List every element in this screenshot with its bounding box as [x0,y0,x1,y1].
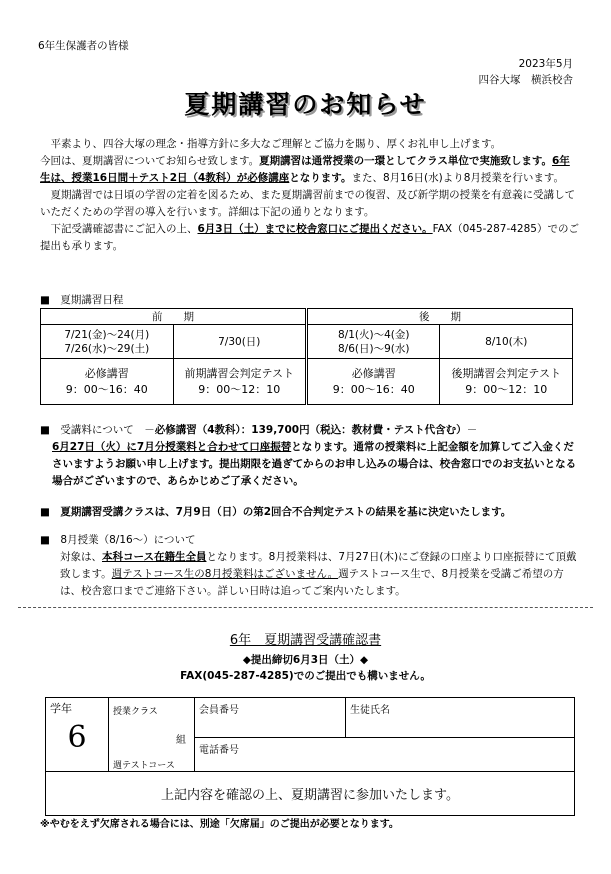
weekly-course-label: 週テストコース [113,761,175,771]
fee-label: ■ 受講料について － [40,424,155,436]
intro-p2 [40,153,580,187]
session-time: 9：00～12：10 [198,382,281,396]
student-name-label: 生徒氏名 [350,705,390,716]
august-section [40,532,580,600]
fee-body [40,439,580,490]
intro-p4b: 6月3日（土）までに校舎窓口にご提出ください。 [197,223,433,235]
class-cell[interactable] [109,698,195,772]
fee-value: 必修講習（4教科）：139,700円（税込：教材費・テスト代含む） [154,424,467,436]
intro-p1: 平素より、四谷大塚の理念・指導方針に多大なご理解とご協力を賜り、厚くお礼申し上げます。 [50,138,502,150]
session-cell [41,359,174,405]
session-time: 9：00～16：40 [65,382,148,396]
student-name-field[interactable] [346,698,575,738]
schedule-heading: ■ 夏期講習日程 [40,294,124,306]
addressee: 6年生保護者の皆様 [38,40,129,52]
intro-p2c: 6年生は、授業16日間＋テスト2日（4教科）が必修講座 [40,155,570,184]
intro-p2e: また、8月16日(水)より8月授業を行います。 [351,172,565,184]
date-range: 7/21(金)～24(月) [64,328,150,341]
absence-note: ※やむをえず欠席される場合には、別途「欠席届」のご提出が必要となります。 [40,819,399,830]
second-half-header: 後 期 [307,309,573,325]
intro-p3: 夏期講習では日頃の学習の定着を図るため、また夏期講習前までの復習、及び新学期の授業を有意義に受講していただくための学習の導入を行います。詳細は下記の通りとなります。 [40,189,576,218]
fee-suffix: － [466,424,478,436]
phone-label: 電話番号 [199,745,239,756]
schedule-table [40,308,573,405]
first-test-date: 7/30(日) [173,325,307,359]
cut-line [18,607,593,608]
fee-details: となります。通常の授業料に上記金額を加算してご入金くださいますようお願い申し上げます。提出期限を過ぎてからのお申し込みの場合は、校舎窓口でのお支払いとなる場合がございますので、あらかじめご了承ください。 [52,441,577,487]
session-cell [307,359,440,405]
intro-p2b: 夏期講習は通常授業の一環としてクラス単位で実施致します。 [259,155,552,167]
session-name: 前期講習会判定テスト [184,366,295,380]
intro-p2a: 今回は、夏期講習についてお知らせ致します。 [40,155,260,167]
second-half-dates [307,325,440,359]
page-title: 夏期講習のお知らせ [184,90,427,119]
kumi-label: 組 [176,735,186,746]
session-cell [440,359,573,405]
august-t1: 対象は、 [60,551,102,563]
august-no-fee: 週テストコース生の8月授業料はございません。 [111,568,339,580]
session-name: 後期講習会判定テスト [451,366,561,380]
confirmation-form [45,697,575,816]
second-test-date: 8/10(木) [440,325,573,359]
august-body [40,549,580,600]
member-number-label: 会員番号 [199,705,239,716]
grade-label: 学年 [50,702,72,715]
issue-date: 2023年5月 [518,58,573,70]
grade-cell [46,698,109,772]
intro-section [40,136,580,255]
member-number-field[interactable] [195,698,346,738]
date-range: 7/26(水)～29(土) [64,342,150,355]
august-t5: 週テストコース生で、8月授業を受講ご希望の方は、校舎窓口までご連絡下さい。詳しい日時は追ってご案内いたします。 [60,568,564,597]
session-time: 9：00～16：40 [332,382,415,396]
fee-line1 [40,422,580,439]
date-range: 8/1(火)～4(金) [338,328,410,341]
session-time: 9：00～12：10 [465,382,548,396]
august-t3: となります。8月授業料は、7月27日(木)にご登録の口座より口座振替にて頂戴致します。 [60,551,577,580]
phone-field[interactable] [195,738,575,772]
form-title: 6年 夏期講習受講確認書 [229,633,382,648]
intro-p2d: となります。 [289,172,352,184]
first-half-header: 前 期 [41,309,307,325]
fee-debit-date: 6月27日（火）に7月分授業料と合わせて口座振替 [52,441,292,453]
sender: 四谷大塚 横浜校舎 [478,74,573,86]
intro-p4c: FAX（045-287-4285）でのご提出も承ります。 [40,223,579,252]
form-deadline: ◆提出締切6月3日（土）◆ [242,654,369,666]
intro-p4a: 下記受講確認書にご記入の上、 [50,223,198,235]
class-label: 授業クラス [113,707,158,717]
intro-p4 [40,221,580,255]
form-fax: FAX(045-287-4285)でのご提出でも構いません。 [180,670,431,682]
confirm-statement: 上記内容を確認の上、夏期講習に参加いたします。 [46,772,575,816]
session-name: 必修講習 [351,366,396,380]
session-cell [173,359,307,405]
fee-section [40,422,580,490]
first-half-dates [41,325,174,359]
august-heading: ■ 8月授業（8/16～）について [40,534,196,546]
session-name: 必修講習 [84,366,129,380]
august-target: 本科コース在籍生全員 [102,551,207,563]
date-range: 8/6(日)～9(水) [338,342,410,355]
grade-value: 6 [67,720,87,755]
class-note: ■ 夏期講習受講クラスは、7月9日（日）の第2回合不合判定テストの結果を基に決定いたします。 [40,506,512,518]
